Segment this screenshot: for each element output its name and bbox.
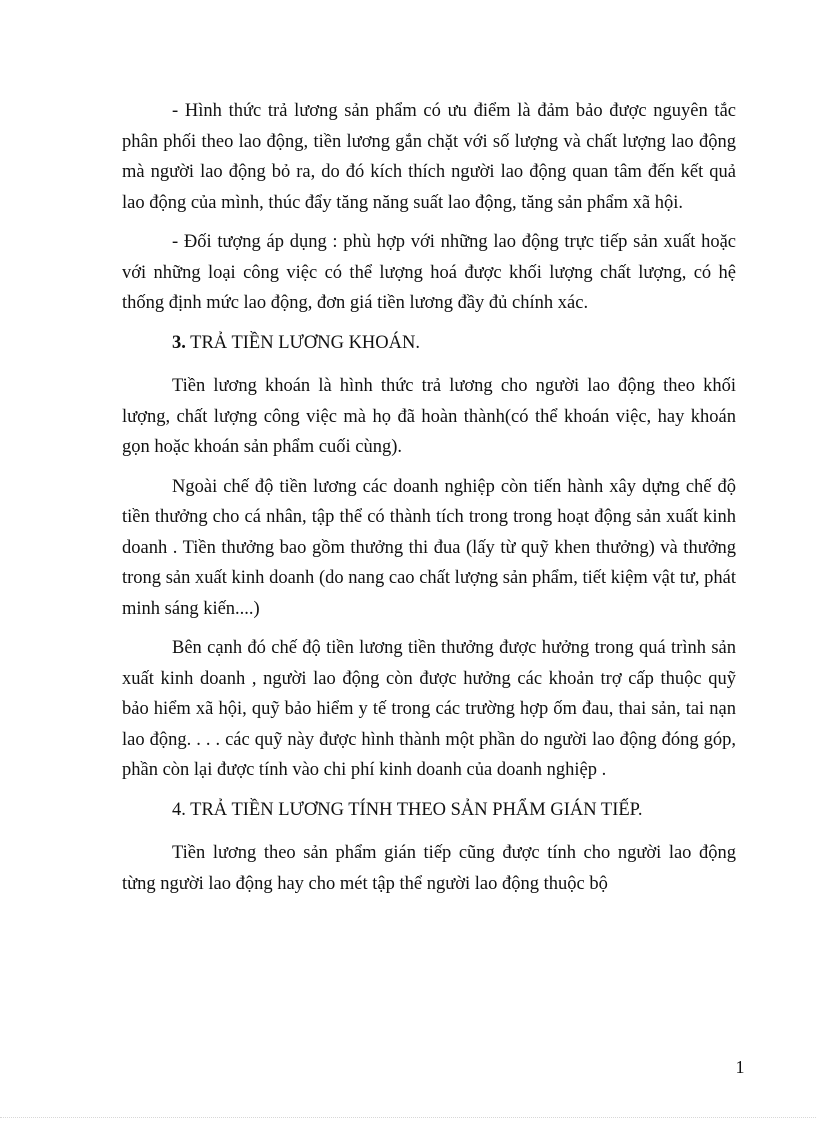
page-bottom-divider	[0, 1117, 816, 1118]
paragraph-indirect-product-wage: Tiền lương theo sản phẩm gián tiếp cũng được tính cho người lao động từng người lao động hay cho mét tập thể người lao động thuộc bộ	[122, 843, 736, 894]
page-number: 1	[735, 1057, 745, 1077]
paragraph-bonus-regime: Ngoài chế độ tiền lương các doanh nghiệp còn tiến hành xây dựng chế độ tiền thưởng cho cá nhân, tập thể có thành tích trong trong hoạt động sản xuất kinh doanh . Tiền thưởng bao gồm thưởng thi đua (lấy từ quỹ khen thưởng) và thưởng trong sản xuất kinh doanh (do nang cao chất lượng sản phẩm, tiết kiệm vật tư, phát minh sáng kiến....)	[122, 476, 736, 619]
document-body	[122, 96, 736, 908]
section-heading-4: 4. TRẢ TIỀN LƯƠNG TÍNH THEO SẢN PHẨM GIÁN TIẾP.	[172, 799, 643, 820]
section-heading-3-number: 3.	[172, 332, 186, 353]
section-heading-3-title: TRẢ TIỀN LƯƠNG KHOÁN.	[190, 332, 420, 353]
paragraph-applicable-subjects: - Đối tượng áp dụng : phù hợp với những lao động trực tiếp sản xuất hoặc với những loại công việc có thể lượng hoá được khối lượng chất lượng, có hệ thống định mức lao động, đơn giá tiền lương đầy đủ chính xác.	[122, 232, 736, 313]
paragraph-advantages: - Hình thức trả lương sản phẩm có ưu điểm là đảm bảo được nguyên tắc phân phối theo lao động, tiền lương gắn chặt với số lượng và chất lượng lao động mà người lao động bỏ ra, do đó kích thích người lao động quan tâm đến kết quả lao động của mình, thúc đẩy tăng năng suất lao động, tăng sản phẩm xã hội.	[122, 101, 736, 213]
paragraph-social-insurance: Bên cạnh đó chế độ tiền lương tiền thưởng được hưởng trong quá trình sản xuất kinh doanh , người lao động còn được hưởng các khoản trợ cấp thuộc quỹ bảo hiểm xã hội, quỹ bảo hiểm y tế trong các trường hợp ốm đau, thai sản, tai nạn lao động. . . . các quỹ này được hình thành một phần do người lao động đóng góp, phần còn lại được tính vào chi phí kinh doanh của doanh nghiệp .	[122, 638, 736, 780]
paragraph-piecework-definition: Tiền lương khoán là hình thức trả lương cho người lao động theo khối lượng, chất lượng công việc mà họ đã hoàn thành(có thể khoán việc, hay khoán gọn hoặc khoán sản phẩm cuối cùng).	[122, 376, 736, 457]
section-heading-3	[122, 328, 736, 359]
